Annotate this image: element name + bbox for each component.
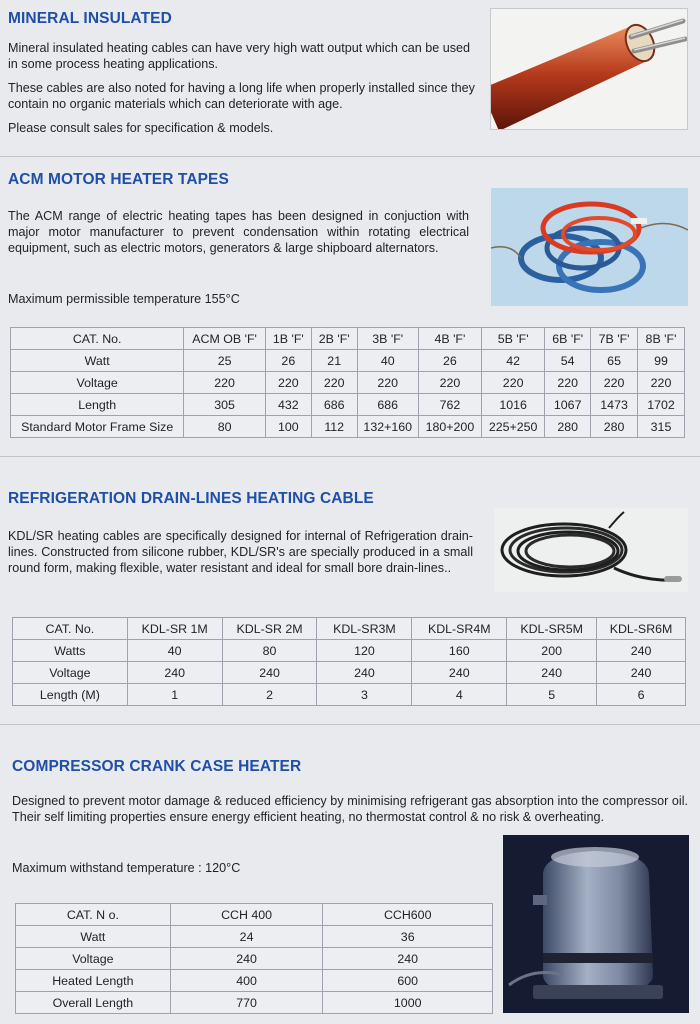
table-cell: 1016 bbox=[482, 394, 545, 416]
table-cell: 80 bbox=[222, 640, 317, 662]
table-header-cell: CCH 400 bbox=[170, 904, 323, 926]
table-header-cell: ACM OB 'F' bbox=[184, 328, 266, 350]
table-cell: 120 bbox=[317, 640, 412, 662]
table-header-cell: KDL-SR5M bbox=[507, 618, 597, 640]
table-cell: 220 bbox=[357, 372, 418, 394]
table-cell: 65 bbox=[591, 350, 638, 372]
table-row bbox=[13, 684, 686, 706]
table-row-label: Voltage bbox=[16, 948, 171, 970]
table-row bbox=[11, 394, 685, 416]
table-row-label: Voltage bbox=[11, 372, 184, 394]
table-cell: 240 bbox=[412, 662, 507, 684]
table-cell: 1 bbox=[127, 684, 222, 706]
table-cell: 220 bbox=[184, 372, 266, 394]
table-cell: 3 bbox=[317, 684, 412, 706]
table-row bbox=[11, 416, 685, 438]
table-row bbox=[13, 662, 686, 684]
table-row bbox=[16, 926, 493, 948]
table-row-label: Length (M) bbox=[13, 684, 128, 706]
table-cell: 400 bbox=[170, 970, 323, 992]
table-cell: 686 bbox=[311, 394, 357, 416]
table-row-label: Watt bbox=[16, 926, 171, 948]
cch-title: COMPRESSOR CRANK CASE HEATER bbox=[12, 758, 302, 775]
cch-max-temperature: Maximum withstand temperature : 120°C bbox=[12, 861, 241, 875]
divider-1 bbox=[0, 156, 700, 157]
table-cell: 240 bbox=[323, 948, 493, 970]
kdl-cable-photo bbox=[494, 508, 688, 592]
table-cell: 1067 bbox=[545, 394, 591, 416]
table-row-label: Watts bbox=[13, 640, 128, 662]
table-header-cell: 8B 'F' bbox=[638, 328, 685, 350]
table-cell: 762 bbox=[418, 394, 481, 416]
table-cell: 280 bbox=[591, 416, 638, 438]
table-cell: 40 bbox=[127, 640, 222, 662]
table-cell: 4 bbox=[412, 684, 507, 706]
acm-max-temperature: Maximum permissible temperature 155°C bbox=[8, 292, 240, 306]
table-cell: 220 bbox=[482, 372, 545, 394]
table-cell: 220 bbox=[311, 372, 357, 394]
acm-spec-table bbox=[10, 327, 685, 438]
table-cell: 240 bbox=[317, 662, 412, 684]
table-row bbox=[16, 992, 493, 1014]
cch-paragraph: Designed to prevent motor damage & reduced efficiency by minimising refrigerant gas absorption into the compressor oil. Their self limiting properties ensure energy efficient heating, no thermostat control & no risk & overheating. bbox=[12, 794, 688, 824]
table-cell: 220 bbox=[418, 372, 481, 394]
divider-2 bbox=[0, 456, 700, 457]
table-cell: 240 bbox=[170, 948, 323, 970]
table-cell: 112 bbox=[311, 416, 357, 438]
mineral-paragraph-2: These cables are also noted for having a long life when properly installed since they contain no organic materials which can deteriorate with age. bbox=[8, 81, 475, 111]
table-row-label: Standard Motor Frame Size bbox=[11, 416, 184, 438]
table-cell: 80 bbox=[184, 416, 266, 438]
table-row-label: Heated Length bbox=[16, 970, 171, 992]
table-cell: 6 bbox=[597, 684, 686, 706]
table-cell: 600 bbox=[323, 970, 493, 992]
table-cell: 132+160 bbox=[357, 416, 418, 438]
table-cell: 1702 bbox=[638, 394, 685, 416]
table-cell: 180+200 bbox=[418, 416, 481, 438]
table-cell: 240 bbox=[127, 662, 222, 684]
table-header-cell: CAT. N o. bbox=[16, 904, 171, 926]
table-cell: 1000 bbox=[323, 992, 493, 1014]
kdl-paragraph: KDL/SR heating cables are specifically designed for internal of Refrigeration drain-lines. Constructed from silicone rubber, KDL/SR's are specially produced in a small round form, making flexible, water resistant and ideal for small bore drain-lines.. bbox=[8, 529, 473, 575]
table-row-label: Watt bbox=[11, 350, 184, 372]
table-cell: 40 bbox=[357, 350, 418, 372]
table-cell: 2 bbox=[222, 684, 317, 706]
table-row bbox=[16, 970, 493, 992]
acm-tapes-photo bbox=[491, 188, 688, 306]
table-row bbox=[11, 372, 685, 394]
kdl-spec-table bbox=[12, 617, 686, 706]
table-cell: 5 bbox=[507, 684, 597, 706]
table-cell: 686 bbox=[357, 394, 418, 416]
table-cell: 305 bbox=[184, 394, 266, 416]
kdl-title: REFRIGERATION DRAIN-LINES HEATING CABLE bbox=[8, 490, 374, 507]
table-row bbox=[11, 350, 685, 372]
table-cell: 280 bbox=[545, 416, 591, 438]
table-cell: 24 bbox=[170, 926, 323, 948]
table-cell: 220 bbox=[265, 372, 311, 394]
table-cell: 240 bbox=[597, 640, 686, 662]
table-header-cell: CAT. No. bbox=[11, 328, 184, 350]
table-header-cell: CCH600 bbox=[323, 904, 493, 926]
table-row-label: Overall Length bbox=[16, 992, 171, 1014]
table-cell: 240 bbox=[222, 662, 317, 684]
mineral-paragraph-3: Please consult sales for specification & models. bbox=[8, 121, 274, 135]
table-cell: 54 bbox=[545, 350, 591, 372]
acm-paragraph: The ACM range of electric heating tapes has been designed in conjuction with major motor manufacturer to prevent condensation within rotating electrical equipment, such as electric motors, generators & large shipboard alternators. bbox=[8, 209, 469, 255]
table-row-label: Length bbox=[11, 394, 184, 416]
table-cell: 36 bbox=[323, 926, 493, 948]
table-header-cell: 3B 'F' bbox=[357, 328, 418, 350]
table-cell: 770 bbox=[170, 992, 323, 1014]
table-cell: 220 bbox=[638, 372, 685, 394]
table-cell: 432 bbox=[265, 394, 311, 416]
table-cell: 99 bbox=[638, 350, 685, 372]
table-row bbox=[16, 948, 493, 970]
table-header-cell: 1B 'F' bbox=[265, 328, 311, 350]
table-cell: 25 bbox=[184, 350, 266, 372]
table-cell: 21 bbox=[311, 350, 357, 372]
table-cell: 26 bbox=[418, 350, 481, 372]
table-cell: 100 bbox=[265, 416, 311, 438]
compressor-photo bbox=[503, 835, 689, 1013]
table-header-cell: 4B 'F' bbox=[418, 328, 481, 350]
table-cell: 42 bbox=[482, 350, 545, 372]
table-cell: 225+250 bbox=[482, 416, 545, 438]
table-cell: 240 bbox=[507, 662, 597, 684]
cch-spec-table bbox=[15, 903, 493, 1014]
table-header-cell: 5B 'F' bbox=[482, 328, 545, 350]
table-cell: 1473 bbox=[591, 394, 638, 416]
table-header-cell: KDL-SR4M bbox=[412, 618, 507, 640]
table-row bbox=[13, 640, 686, 662]
acm-title: ACM MOTOR HEATER TAPES bbox=[8, 171, 229, 188]
mineral-title: MINERAL INSULATED bbox=[8, 10, 172, 27]
table-header-row bbox=[11, 328, 685, 350]
table-header-cell: CAT. No. bbox=[13, 618, 128, 640]
table-cell: 240 bbox=[597, 662, 686, 684]
table-header-cell: KDL-SR 2M bbox=[222, 618, 317, 640]
table-header-row bbox=[13, 618, 686, 640]
table-header-cell: KDL-SR3M bbox=[317, 618, 412, 640]
table-header-row bbox=[16, 904, 493, 926]
divider-3 bbox=[0, 724, 700, 725]
table-header-cell: KDL-SR6M bbox=[597, 618, 686, 640]
table-cell: 220 bbox=[545, 372, 591, 394]
table-header-cell: KDL-SR 1M bbox=[127, 618, 222, 640]
table-cell: 160 bbox=[412, 640, 507, 662]
table-row-label: Voltage bbox=[13, 662, 128, 684]
table-cell: 220 bbox=[591, 372, 638, 394]
table-header-cell: 6B 'F' bbox=[545, 328, 591, 350]
table-cell: 315 bbox=[638, 416, 685, 438]
table-cell: 26 bbox=[265, 350, 311, 372]
table-header-cell: 2B 'F' bbox=[311, 328, 357, 350]
table-cell: 200 bbox=[507, 640, 597, 662]
table-header-cell: 7B 'F' bbox=[591, 328, 638, 350]
mineral-cable-photo bbox=[490, 8, 688, 130]
mineral-paragraph-1: Mineral insulated heating cables can have very high watt output which can be used in some process heating applications. bbox=[8, 41, 471, 71]
